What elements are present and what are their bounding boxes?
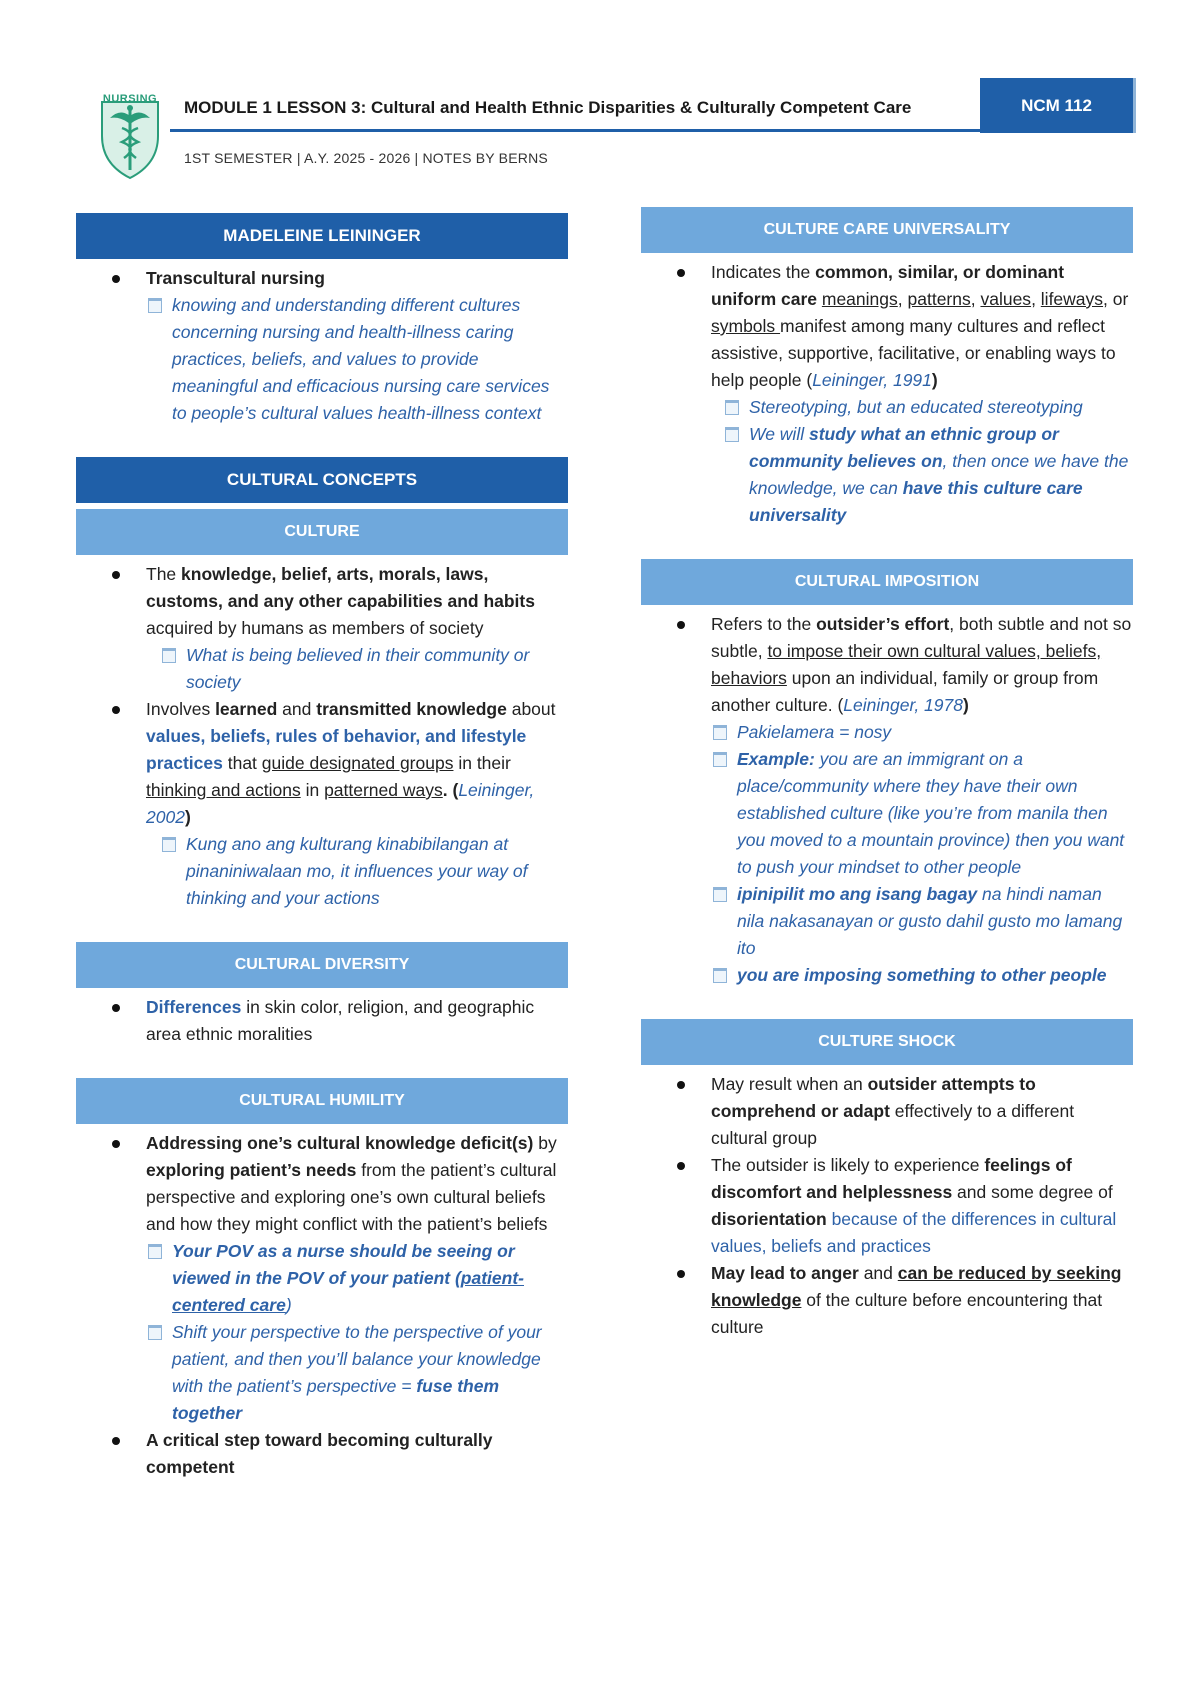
section-heading-culture: CULTURE [76,509,568,555]
text-blue: because of the differences in cultural values, beliefs and practices [711,1209,1117,1256]
list-item [76,561,568,696]
note-text-bold: you are imposing something to other people [737,965,1107,985]
note-item [146,1238,568,1319]
text-bold: learned [215,699,278,719]
text: effectively to a different cultural group [711,1101,1075,1148]
text-bold: Addressing one’s cultural knowledge deficit(s) [146,1133,534,1153]
text: Refers to the [711,614,817,634]
section-heading-culture-shock: CULTURE SHOCK [641,1019,1133,1065]
note-text-bold: have this culture care universality [749,478,1083,525]
text: , both subtle and not so subtle, [711,614,1132,661]
note-list [146,292,568,427]
bullet-text: Transcultural nursing [146,268,325,288]
right-column [641,207,1133,1341]
humility-list [76,1130,568,1481]
text-bold: transmitted knowledge [316,699,507,719]
text: manifest among many cultures and reflect assistive, supportive, facilitative, or enabling ways to help people ( [711,316,1116,390]
text-underline: lifeways [1040,289,1104,309]
section-heading-cultural-humility: CULTURAL HUMILITY [76,1078,568,1124]
note-item [711,746,1133,881]
text: and [858,1263,898,1283]
text-bold: ) [963,695,969,715]
note-item: Stereotyping, but an educated stereotyping [723,394,1133,421]
text-underline: thinking and actions [146,780,301,800]
note-item: What is being believed in their community or society [160,642,568,696]
note-text: , then once we have the knowledge, we can [749,451,1129,498]
list-item [641,611,1133,989]
text-bold: May lead to anger [711,1263,859,1283]
text-bold: ) [931,370,938,390]
text: about [506,699,556,719]
section-heading-cultural-concepts: CULTURAL CONCEPTS [76,457,568,503]
text: Involves [146,699,216,719]
text-underline: to impose their own cultural values, beliefs, behaviors [711,641,1102,688]
text: and [277,699,317,719]
note-item: Kung ano ang kulturang kinabibilangan at pinaniniwalaan mo, it influences your way of thinking and your actions [160,831,568,912]
text-underline: meanings [821,289,898,309]
text-bold-underline: can be reduced by seeking knowledge [711,1263,1122,1310]
text: by [533,1133,557,1153]
diversity-list [76,994,568,1048]
note-list [711,719,1133,989]
title-divider [170,129,980,132]
section-heading-leininger: MADELEINE LEININGER [76,213,568,259]
text-bold-blue: values, beliefs, rules of behavior, and lifestyle practices [146,726,527,773]
text-bold: outsider’s effort [816,614,950,634]
note-text-underline: patient-centered care [172,1268,524,1315]
text-underline: symbols [711,316,781,336]
shock-list [641,1071,1133,1341]
nursing-logo [96,78,164,180]
list-item [76,265,568,427]
text: in their [453,753,511,773]
citation: Leininger, 1978 [843,695,963,715]
section-heading-culture-care-universality: CULTURE CARE UNIVERSALITY [641,207,1133,253]
list-item [76,994,568,1048]
text-bold: . ( [442,780,459,800]
page-header [96,78,1136,178]
text: in [300,780,325,800]
note-text: We will [749,424,809,444]
text: that [222,753,262,773]
text: , [970,289,981,309]
section-heading-cultural-diversity: CULTURAL DIVERSITY [76,942,568,988]
text: May result when an [711,1074,868,1094]
text: The [146,564,182,584]
text-underline: patterns [907,289,971,309]
text: Indicates the [711,262,816,282]
note-text: you are an immigrant on a place/community where they have their own established culture (like you’re from manila then you moved to a mountain province) then you want to push your mindset to other people [737,749,1125,877]
text-bold: disorientation [711,1209,827,1229]
note-list [146,1238,568,1427]
list-item [641,1071,1133,1152]
page-subtitle: 1ST SEMESTER | A.Y. 2025 - 2026 | NOTES BY BERNS [184,150,548,166]
list-item [76,1130,568,1427]
section-heading-cultural-imposition: CULTURAL IMPOSITION [641,559,1133,605]
text-bold: common, similar, or dominant uniform care [711,262,1065,309]
note-text-bold: fuse them together [172,1376,499,1423]
text: , or [1103,289,1129,309]
text: The outsider is likely to experience [711,1155,985,1175]
note-list [160,642,568,696]
text: upon an individual, family or group from another culture. ( [711,668,1099,715]
culture-list [76,561,568,912]
text: of the culture before encountering that culture [711,1290,1103,1337]
note-item: Pakielamera = nosy [711,719,1133,746]
note-text: ) [285,1295,292,1315]
text-bold-blue: Differences [146,997,242,1017]
text: , [1031,289,1041,309]
universality-list [641,259,1133,529]
list-item [641,1260,1133,1341]
note-item [711,962,1133,989]
text-bold: ) [184,807,191,827]
note-text: na hindi naman nila nakasanayan or gusto dahil gusto mo lamang ito [737,884,1123,958]
text-underline: guide designated groups [261,753,454,773]
page-title: MODULE 1 LESSON 3: Cultural and Health Ethnic Disparities & Culturally Competent Care [184,98,912,117]
leininger-list [76,265,568,427]
list-item [76,1427,568,1481]
text-bold: A critical step toward becoming culturally competent [146,1430,493,1477]
list-item [641,259,1133,529]
note-text-bold: ipinipilit mo ang isang bagay [737,884,978,904]
text: , [897,289,908,309]
note-text-bold: Your POV as a nurse should be seeing or viewed in the POV of your patient ( [172,1241,515,1288]
list-item [76,696,568,912]
logo-label: NURSING [102,93,158,105]
note-text: Shift your perspective to the perspective of your patient, and then you’ll balance your knowledge with the patient’s perspective = [172,1322,542,1396]
note-list [160,831,568,912]
course-code-badge: NCM 112 [980,78,1136,133]
citation: Leininger, 2002 [146,780,535,827]
note-item [146,1319,568,1427]
note-item [723,421,1133,529]
text-underline: patterned ways [324,780,443,800]
text: acquired by humans as members of society [146,618,484,638]
text-bold: outsider attempts to comprehend or adapt [711,1074,1036,1121]
text: from the patient’s cultural perspective and exploring one’s own cultural beliefs and how they might conflict with the patient’s beliefs [146,1160,557,1234]
note-text-bold: Example: [737,749,815,769]
note-item [711,881,1133,962]
note-item: knowing and understanding different cultures concerning nursing and health-illness caring practices, beliefs, and values to provide meaningful and efficacious nursing care services to people’s cultural values health-illness context [146,292,568,427]
text: in skin color, religion, and geographic area ethnic moralities [146,997,535,1044]
note-list [723,394,1133,529]
list-item [641,1152,1133,1260]
left-column [76,213,568,1481]
text-bold: exploring patient’s needs [146,1160,357,1180]
imposition-list [641,611,1133,989]
note-text-bold: study what an ethnic group or community believes on [749,424,1059,471]
citation: Leininger, 1991 [812,370,932,390]
text: and some degree of [952,1182,1113,1202]
text-underline: values [980,289,1032,309]
text-bold: feelings of discomfort and helplessness [711,1155,1072,1202]
text-bold: knowledge, belief, arts, morals, laws, customs, and any other capabilities and habits [146,564,535,611]
